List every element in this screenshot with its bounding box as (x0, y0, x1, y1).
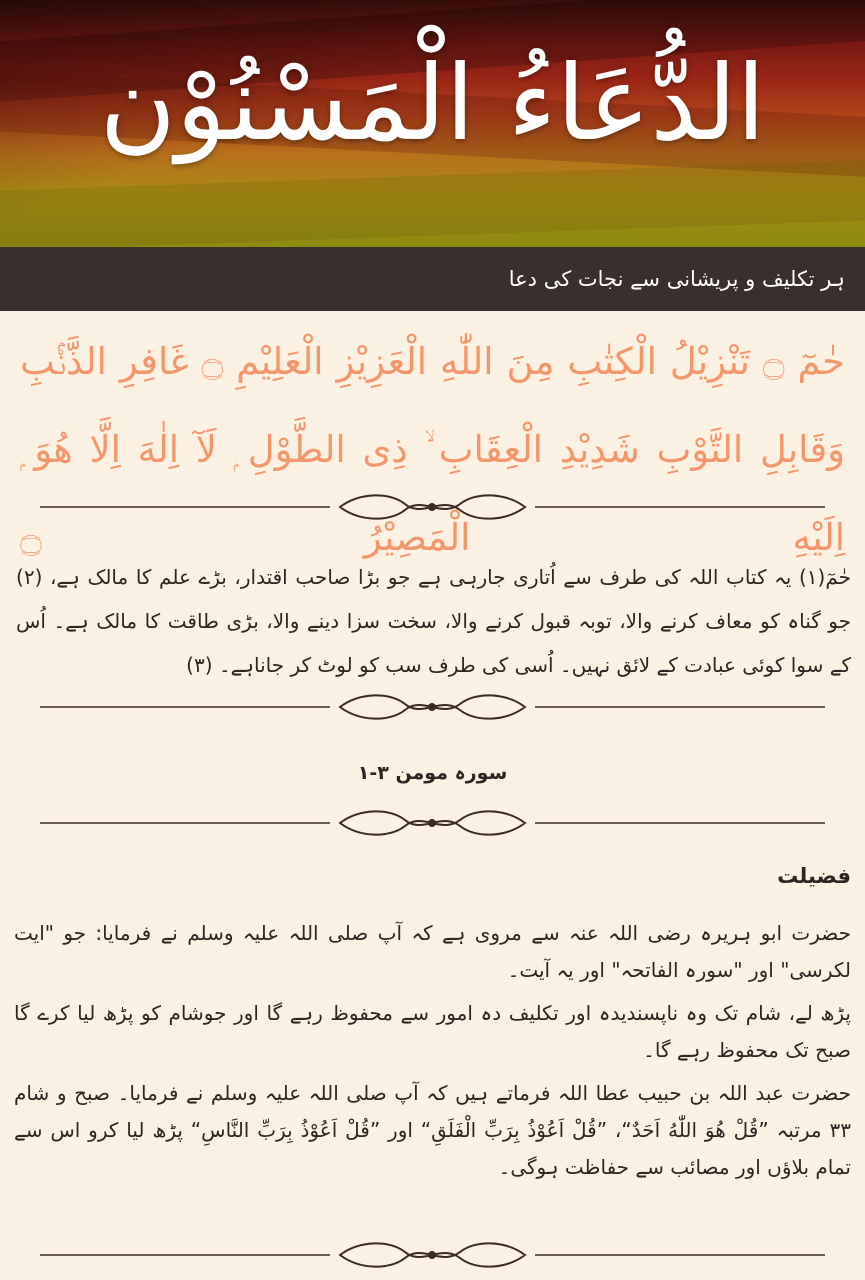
virtue-paragraph: حضرت ابو ہریرہ رضی اللہ عنہ سے مروی ہے کہ آپ صلی اللہ علیہ وسلم نے فرمایا: جو "ایت لکرسی" اور "سورہ الفاتحہ" اور یہ آیت۔ (14, 921, 851, 982)
surah-reference: سورہ مومن ۳-۱ (357, 762, 508, 784)
ornament-divider (40, 692, 825, 722)
virtue-section (14, 915, 851, 1192)
urdu-translation: حٰمٓ(۱) یہ کتاب اللہ کی طرف سے اُتاری جارہی ہے جو بڑا صاحب اقتدار، بڑے علم کا مالک ہے، (۲) جو گناہ کو معاف کرنے والا، توبہ قبول کرنے والا، سخت سزا دینے والا، بڑی طاقت کا مالک ہے۔ اُس کے سوا کوئی عبادت کے لائق نہیں۔ اُسی کی طرف سب کو لوٹ کر جاناہے۔ (۳) (16, 565, 851, 677)
virtue-heading: فضیلت (777, 864, 851, 888)
dua-title: ہر تکلیف و پریشانی سے نجات کی دعا (508, 267, 845, 291)
ornament-divider (40, 1240, 825, 1270)
virtue-paragraph: حضرت عبد اللہ بن حبیب عطا اللہ فرماتے ہیں کہ آپ صلی اللہ علیہ وسلم نے فرمایا۔ صبح و شام ۳۳ مرتبہ ”قُلْ هُوَ اللّٰهُ اَحَدٌ“، ”قُلْ اَعُوْذُ بِرَبِّ الْفَلَقِ“ اور ”قُلْ اَعُوْذُ بِرَبِّ النَّاسِ“ پڑھ لیا کرو اس سے تمام بلاؤں اور مصائب سے حفاظت ہوگی۔ (14, 1081, 851, 1179)
virtue-paragraph: پڑھ لے، شام تک وہ ناپسندیدہ اور تکلیف دہ امور سے محفوظ رہے گا اور جوشام کو پڑھ لیا کرے گا صبح تک محفوظ رہے گا۔ (14, 1001, 851, 1062)
app-title: الدُّعَاءُ الْمَسْنُوْن (99, 42, 766, 164)
subtitle-bar (0, 247, 865, 311)
ornament-divider (40, 808, 825, 838)
ornament-divider (40, 492, 825, 522)
header-banner (0, 0, 865, 247)
arabic-verse: حٰمٓ ۝ تَنْزِيْلُ الْكِتٰبِ مِنَ اللّٰهِ الْعَزِيْزِ الْعَلِيْمِ ۝ غَافِرِ الذَّنْۢبِ وَقَابِلِ التَّوْبِ شَدِيْدِ الْعِقَابِ ۙ ذِى الطَّوْلِ ۭ لَآ اِلٰهَ اِلَّا هُوَ ۭ اِلَيْهِ الْمَصِيْرُ ۝ (20, 340, 845, 559)
